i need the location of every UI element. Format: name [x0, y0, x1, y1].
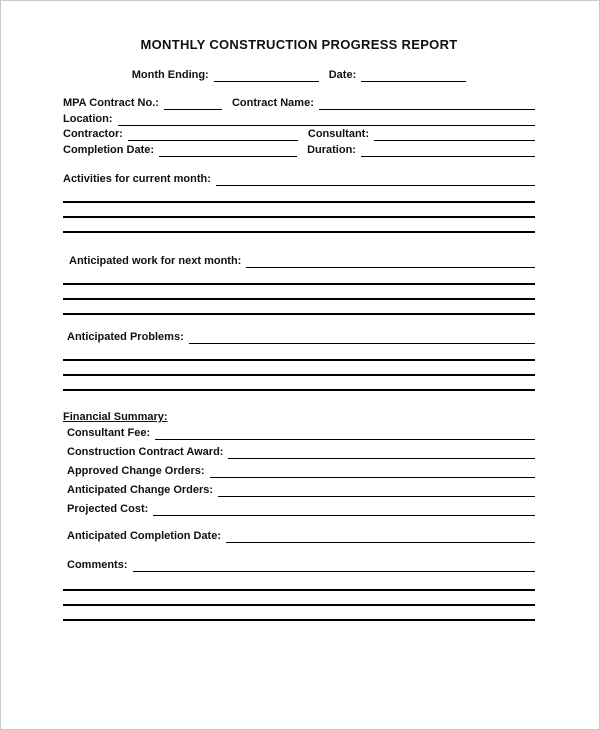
activities-label: Activities for current month: — [63, 173, 211, 185]
contract-name-label: Contract Name: — [231, 97, 314, 109]
blank-line[interactable] — [63, 361, 535, 376]
projected-cost-row — [63, 503, 535, 516]
activities-lines — [63, 188, 535, 233]
form-title: MONTHLY CONSTRUCTION PROGRESS REPORT — [140, 37, 458, 52]
anticipated-change-orders-label: Anticipated Change Orders: — [67, 484, 214, 496]
completion-date-row — [63, 144, 535, 157]
activities-row — [63, 173, 535, 186]
date-input-line[interactable] — [361, 69, 466, 82]
projected-cost-label: Projected Cost: — [67, 503, 149, 515]
next-month-label: Anticipated work for next month: — [69, 255, 242, 267]
completion-date-label: Completion Date: — [63, 144, 155, 156]
contract-award-label: Construction Contract Award: — [67, 446, 224, 458]
completion-date-input-line[interactable] — [159, 144, 297, 157]
next-month-row — [63, 255, 535, 268]
month-ending-label: Month Ending: — [131, 69, 209, 81]
contract-name-input-line[interactable] — [319, 97, 535, 110]
comments-input-line[interactable] — [133, 559, 535, 572]
projected-cost-input-line[interactable] — [153, 503, 535, 516]
comments-row — [63, 559, 535, 572]
anticipated-completion-date-row — [63, 530, 535, 543]
financial-summary-heading-row — [63, 411, 535, 424]
blank-line[interactable] — [63, 218, 535, 233]
financial-summary-heading: Financial Summary: — [63, 411, 168, 423]
contract-no-row — [63, 97, 535, 110]
duration-input-line[interactable] — [361, 144, 535, 157]
blank-line[interactable] — [63, 188, 535, 203]
duration-label: Duration: — [307, 144, 356, 156]
anticipated-change-orders-row — [63, 484, 535, 497]
contract-award-row — [63, 446, 535, 459]
consultant-fee-row — [63, 427, 535, 440]
consultant-input-line[interactable] — [374, 128, 535, 141]
next-month-input-line[interactable] — [246, 255, 535, 268]
comments-label: Comments: — [67, 559, 128, 571]
approved-change-orders-input-line[interactable] — [210, 465, 535, 478]
comments-lines — [63, 576, 535, 621]
activities-input-line[interactable] — [216, 173, 535, 186]
location-label: Location: — [63, 113, 113, 125]
problems-lines — [63, 346, 535, 391]
month-ending-input-line[interactable] — [214, 69, 319, 82]
problems-input-line[interactable] — [189, 331, 535, 344]
contractor-row — [63, 128, 535, 141]
contractor-input-line[interactable] — [128, 128, 298, 141]
consultant-fee-label: Consultant Fee: — [67, 427, 151, 439]
location-row — [63, 113, 535, 126]
blank-line[interactable] — [63, 346, 535, 361]
blank-line[interactable] — [63, 300, 535, 315]
blank-line[interactable] — [63, 270, 535, 285]
blank-line[interactable] — [63, 591, 535, 606]
approved-change-orders-row — [63, 465, 535, 478]
mpa-contract-no-label: MPA Contract No.: — [63, 97, 159, 109]
consultant-fee-input-line[interactable] — [155, 427, 535, 440]
blank-line[interactable] — [63, 576, 535, 591]
anticipated-completion-date-input-line[interactable] — [226, 530, 535, 543]
blank-line[interactable] — [63, 376, 535, 391]
next-month-lines — [63, 270, 535, 315]
blank-line[interactable] — [63, 203, 535, 218]
mpa-contract-no-input-line[interactable] — [164, 97, 222, 110]
approved-change-orders-label: Approved Change Orders: — [67, 465, 205, 477]
date-label: Date: — [328, 69, 357, 81]
blank-line[interactable] — [63, 606, 535, 621]
location-input-line[interactable] — [118, 113, 536, 126]
anticipated-change-orders-input-line[interactable] — [218, 484, 535, 497]
contractor-label: Contractor: — [63, 128, 123, 140]
anticipated-completion-date-label: Anticipated Completion Date: — [67, 530, 222, 542]
blank-line[interactable] — [63, 285, 535, 300]
month-date-row — [63, 69, 535, 82]
problems-label: Anticipated Problems: — [67, 331, 184, 343]
consultant-label: Consultant: — [307, 128, 369, 140]
problems-row — [63, 331, 535, 344]
contract-award-input-line[interactable] — [228, 446, 535, 459]
